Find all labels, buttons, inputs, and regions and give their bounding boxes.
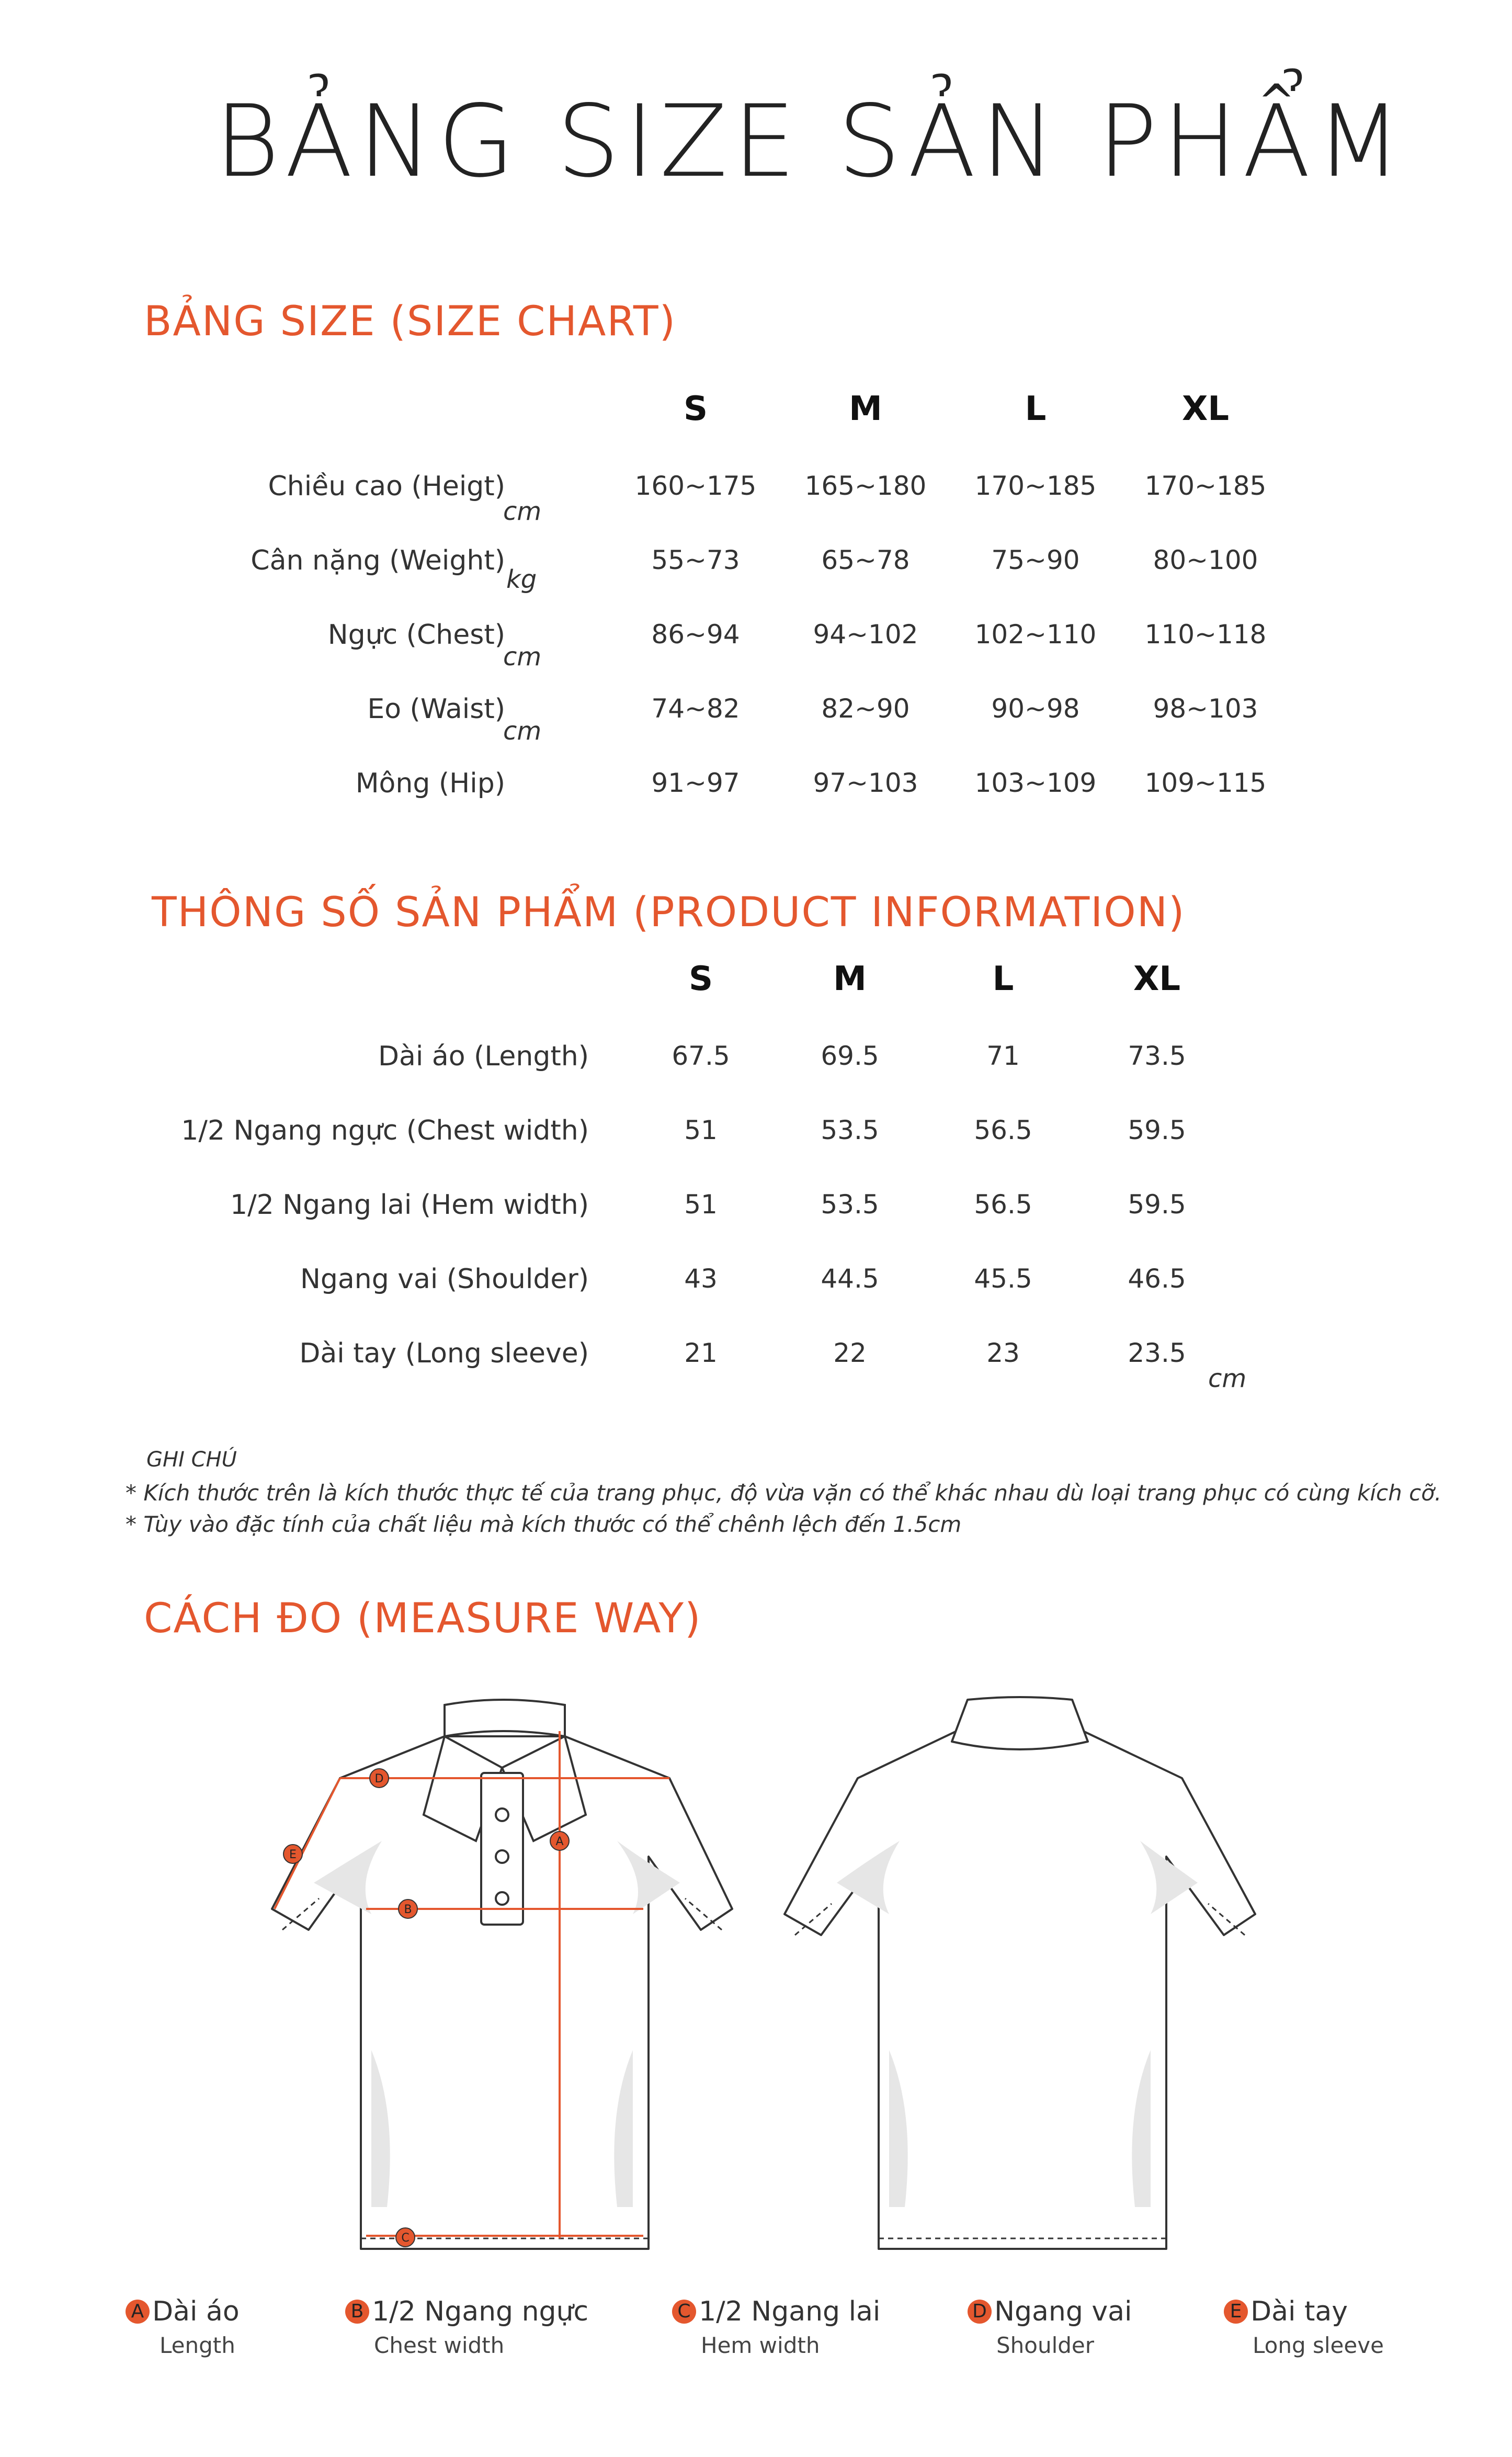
size-row-label: Chiều cao (Heigt) xyxy=(268,471,505,502)
product-cell: 53.5 xyxy=(821,1189,879,1220)
size-chart-header-l: L xyxy=(1025,390,1047,428)
size-cell: 170~185 xyxy=(1144,471,1267,501)
legend-badge: D xyxy=(968,2300,992,2324)
product-cell: 51 xyxy=(684,1189,718,1220)
legend-sublabel: Long sleeve xyxy=(1253,2333,1384,2358)
product-cell: 67.5 xyxy=(672,1041,730,1071)
product-header-l: L xyxy=(992,960,1014,998)
product-cell: 23 xyxy=(986,1338,1020,1368)
product-row-label: Dài áo (Length) xyxy=(378,1041,589,1072)
svg-text:E: E xyxy=(289,1848,297,1861)
legend-label: 1/2 Ngang lai xyxy=(699,2296,881,2327)
product-cell: 69.5 xyxy=(821,1041,879,1071)
product-cell: 59.5 xyxy=(1128,1115,1186,1145)
size-cell: 97~103 xyxy=(813,768,918,798)
size-row-label: Eo (Waist) xyxy=(367,693,505,725)
note-line: * Kích thước trên là kích thước thực tế của trang phục, độ vừa vặn có thể khác nhau dù loại trang phục có cùng kích cỡ. xyxy=(126,1480,1442,1506)
size-chart-heading: BẢNG SIZE (SIZE CHART) xyxy=(144,298,677,345)
legend-badge: B xyxy=(345,2300,369,2324)
size-cell: 82~90 xyxy=(821,693,910,724)
size-cell: 80~100 xyxy=(1153,545,1258,575)
legend-badge: A xyxy=(126,2300,150,2324)
product-unit: cm xyxy=(1208,1364,1247,1393)
size-cell: 75~90 xyxy=(991,545,1080,575)
product-row-label: 1/2 Ngang lai (Hem width) xyxy=(230,1189,589,1221)
size-row-label: Cân nặng (Weight) xyxy=(251,545,505,576)
legend-badge: C xyxy=(672,2300,696,2324)
measure-heading: CÁCH ĐO (MEASURE WAY) xyxy=(144,1595,702,1642)
size-chart-header-m: M xyxy=(849,390,882,428)
product-cell: 46.5 xyxy=(1128,1264,1186,1294)
legend-label: Dài áo xyxy=(152,2296,240,2327)
note-line: * Tùy vào đặc tính của chất liệu mà kích thước có thể chênh lệch đến 1.5cm xyxy=(126,1511,962,1537)
product-cell: 23.5 xyxy=(1128,1338,1186,1368)
size-cell: 94~102 xyxy=(813,619,918,650)
size-cell: 91~97 xyxy=(651,768,740,798)
product-header-m: M xyxy=(833,960,867,998)
product-cell: 21 xyxy=(684,1338,718,1368)
size-cell: 160~175 xyxy=(634,471,757,501)
legend-sublabel: Hem width xyxy=(701,2333,820,2358)
front-shirt-illustration xyxy=(251,1684,753,2259)
legend-label: 1/2 Ngang ngực xyxy=(372,2296,589,2327)
legend-sublabel: Chest width xyxy=(374,2333,505,2358)
notes-heading: GHI CHÚ xyxy=(146,1448,237,1472)
legend-badge: E xyxy=(1224,2300,1248,2324)
product-cell: 56.5 xyxy=(974,1115,1032,1145)
size-cell: 98~103 xyxy=(1153,693,1258,724)
legend-item-chest-width xyxy=(345,2296,588,2358)
product-header-s: S xyxy=(688,960,713,998)
product-cell: 73.5 xyxy=(1128,1041,1186,1071)
size-cell: 170~185 xyxy=(974,471,1097,501)
legend-item-long-sleeve xyxy=(1224,2296,1384,2358)
product-header-xl: XL xyxy=(1133,960,1181,998)
legend-sublabel: Length xyxy=(160,2333,235,2358)
product-cell: 44.5 xyxy=(821,1264,879,1294)
product-cell: 53.5 xyxy=(821,1115,879,1145)
product-cell: 56.5 xyxy=(974,1189,1032,1220)
size-cell: 165~180 xyxy=(804,471,927,501)
product-cell: 45.5 xyxy=(974,1264,1032,1294)
size-cell: 110~118 xyxy=(1144,619,1267,650)
legend-item-hem-width xyxy=(672,2296,880,2358)
legend-label: Ngang vai xyxy=(994,2296,1132,2327)
legend-item-shoulder xyxy=(968,2296,1132,2358)
product-row-label: Ngang vai (Shoulder) xyxy=(300,1264,589,1295)
svg-text:C: C xyxy=(401,2232,410,2245)
page-title: BẢNG SIZE SẢN PHẨM xyxy=(214,84,1407,199)
legend-label: Dài tay xyxy=(1250,2296,1348,2327)
size-row-unit: cm xyxy=(503,497,542,526)
size-cell: 86~94 xyxy=(651,619,740,650)
size-cell: 102~110 xyxy=(974,619,1097,650)
size-cell: 55~73 xyxy=(651,545,740,575)
size-row-label: Mông (Hip) xyxy=(355,768,505,799)
size-row-unit: kg xyxy=(506,565,537,594)
product-cell: 22 xyxy=(833,1338,867,1368)
back-shirt-illustration xyxy=(769,1684,1271,2259)
product-row-label: 1/2 Ngang ngực (Chest width) xyxy=(181,1115,589,1146)
size-row-unit: cm xyxy=(503,642,542,672)
product-cell: 71 xyxy=(986,1041,1020,1071)
size-chart-header-xl: XL xyxy=(1181,390,1230,428)
size-cell: 65~78 xyxy=(821,545,910,575)
svg-text:D: D xyxy=(374,1772,384,1785)
product-cell: 59.5 xyxy=(1128,1189,1186,1220)
product-cell: 43 xyxy=(684,1264,718,1294)
legend-item-length xyxy=(126,2296,240,2358)
size-cell: 90~98 xyxy=(991,693,1080,724)
svg-text:A: A xyxy=(555,1835,564,1848)
size-row-label: Ngực (Chest) xyxy=(327,619,505,651)
product-cell: 51 xyxy=(684,1115,718,1145)
legend-sublabel: Shoulder xyxy=(996,2333,1095,2358)
size-chart-header-s: S xyxy=(683,390,708,428)
svg-text:B: B xyxy=(404,1903,412,1916)
product-info-heading: THÔNG SỐ SẢN PHẨM (PRODUCT INFORMATION) xyxy=(152,889,1186,936)
size-cell: 103~109 xyxy=(974,768,1097,798)
size-cell: 109~115 xyxy=(1144,768,1267,798)
product-row-label: Dài tay (Long sleeve) xyxy=(299,1338,589,1369)
size-row-unit: cm xyxy=(503,716,542,746)
size-cell: 74~82 xyxy=(651,693,740,724)
